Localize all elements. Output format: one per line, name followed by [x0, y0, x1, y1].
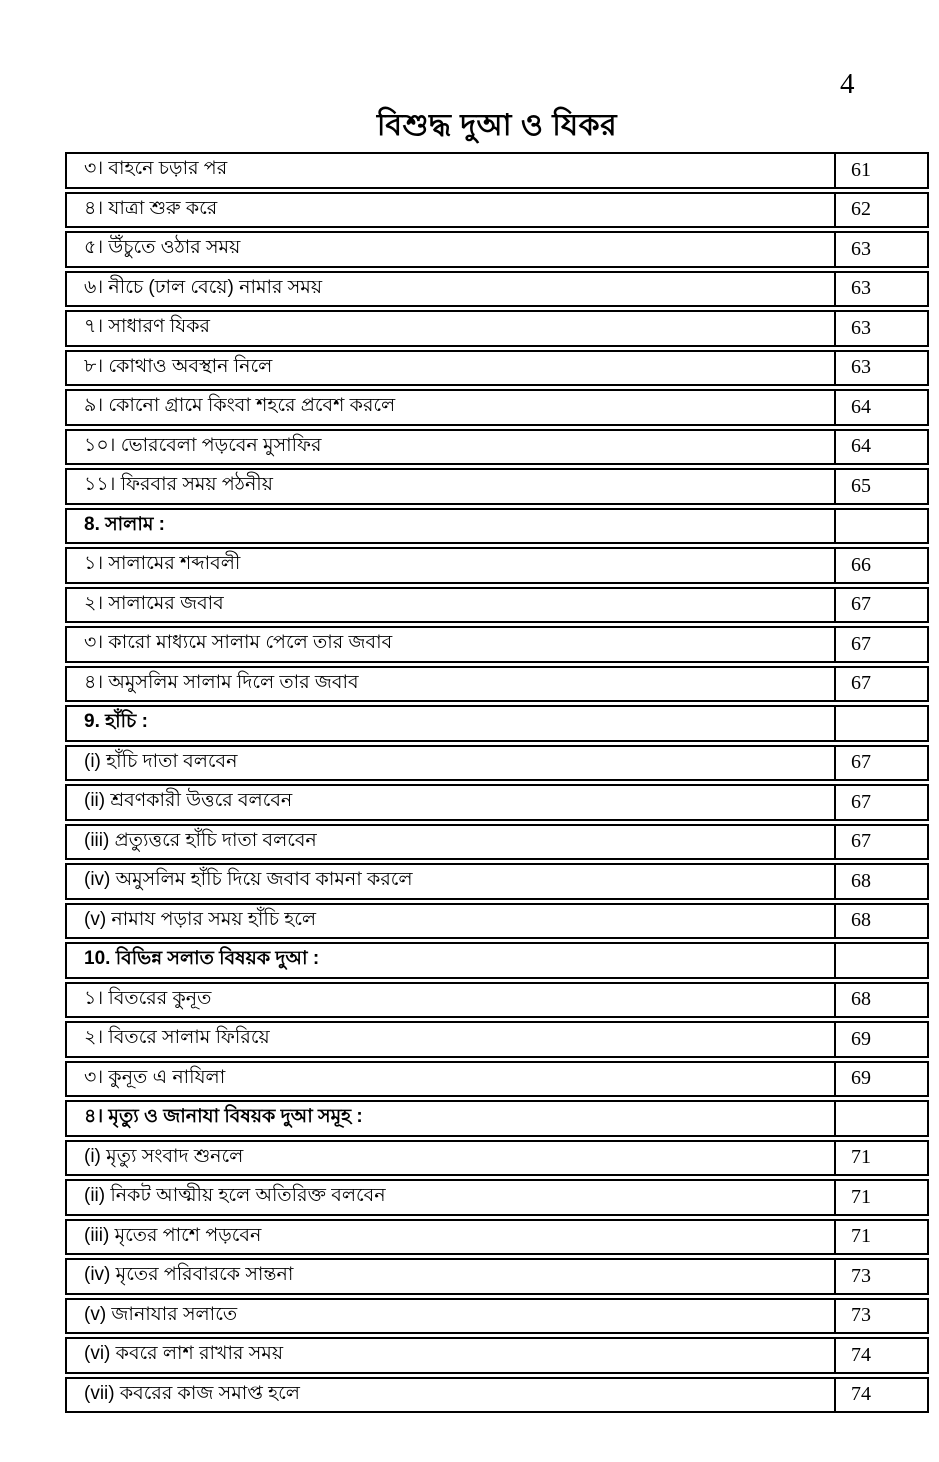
toc-row — [65, 903, 929, 940]
toc-entry-label: 9. হাঁচি : — [84, 711, 148, 733]
toc-row — [65, 310, 929, 347]
toc-entry-page: 71 — [834, 1221, 927, 1254]
toc-entry-label: ৪। যাত্রা শুরু করে — [84, 197, 218, 219]
toc-row — [65, 745, 929, 782]
toc-entry-page: 67 — [834, 786, 927, 819]
toc-entry-label: (v) নামায পড়ার সময় হাঁচি হলে — [84, 908, 317, 930]
toc-row — [65, 468, 929, 505]
toc-entry-page: 71 — [834, 1181, 927, 1214]
toc-entry-label: ৯। কোনো গ্রামে কিংবা শহরে প্রবেশ করলে — [84, 395, 396, 417]
toc-entry-label: (v) জানাযার সলাতে — [84, 1303, 238, 1325]
toc-row — [65, 863, 929, 900]
toc-entry-label: ১০। ভোরবেলা পড়বেন মুসাফির — [84, 434, 322, 456]
toc-entry-page: 73 — [834, 1300, 927, 1333]
toc-entry-label: ২। বিতরে সালাম ফিরিয়ে — [84, 1027, 270, 1049]
toc-entry-label: (iv) অমুসলিম হাঁচি দিয়ে জবাব কামনা করলে — [84, 869, 413, 891]
toc-entry-label: (i) হাঁচি দাতা বলবেন — [84, 750, 238, 772]
toc-row — [65, 1100, 929, 1137]
toc-entry-page: 69 — [834, 1023, 927, 1056]
toc-row — [65, 705, 929, 742]
toc-entry-page: 64 — [834, 391, 927, 424]
toc-row — [65, 982, 929, 1019]
toc-entry-label: ৩। কারো মাধ্যমে সালাম পেলে তার জবাব — [84, 632, 393, 654]
toc-row — [65, 231, 929, 268]
toc-entry-label: ১১। ফিরবার সময় পঠনীয় — [84, 474, 273, 496]
toc-entry-page — [834, 707, 927, 740]
toc-entry-page: 71 — [834, 1142, 927, 1175]
toc-entry-label: ৭। সাধারণ যিকর — [84, 316, 210, 338]
toc-row — [65, 784, 929, 821]
toc-row — [65, 271, 929, 308]
toc-entry-page — [834, 944, 927, 977]
toc-entry-page: 67 — [834, 747, 927, 780]
toc-entry-label: (i) মৃত্যু সংবাদ শুনলে — [84, 1145, 244, 1167]
toc-entry-page: 67 — [834, 628, 927, 661]
toc-entry-page — [834, 510, 927, 543]
toc-row — [65, 587, 929, 624]
toc-row — [65, 192, 929, 229]
toc-row — [65, 626, 929, 663]
toc-entry-label: ৩। কুনূত এ নাযিলা — [84, 1066, 226, 1088]
toc-entry-label: (ii) শ্রবণকারী উত্তরে বলবেন — [84, 790, 293, 812]
toc-entry-label: 8. সালাম : — [84, 513, 166, 535]
toc-row — [65, 1021, 929, 1058]
toc-entry-label: ৬। নীচে (ঢাল বেয়ে) নামার সময় — [84, 276, 323, 298]
toc-entry-label: ৪। মৃত্যু ও জানাযা বিষয়ক দুআ সমূহ : — [84, 1106, 363, 1128]
toc-row — [65, 429, 929, 466]
toc-row — [65, 824, 929, 861]
toc-entry-page: 73 — [834, 1260, 927, 1293]
toc-entry-page: 64 — [834, 431, 927, 464]
toc-entry-page: 63 — [834, 273, 927, 306]
toc-entry-page: 63 — [834, 233, 927, 266]
toc-entry-page: 67 — [834, 826, 927, 859]
toc-entry-label: 10. বিভিন্ন সলাত বিষয়ক দুআ : — [84, 948, 320, 970]
toc-row — [65, 1377, 929, 1414]
toc-entry-page: 69 — [834, 1063, 927, 1096]
toc-entry-label: (vi) কবরে লাশ রাখার সময় — [84, 1343, 284, 1365]
toc-entry-label: (ii) নিকট আত্মীয় হলে অতিরিক্ত বলবেন — [84, 1185, 386, 1207]
toc-row — [65, 1298, 929, 1335]
toc-row — [65, 508, 929, 545]
toc-row — [65, 1258, 929, 1295]
toc-entry-label: (iv) মৃতের পরিবারকে সান্তনা — [84, 1264, 294, 1286]
toc-entry-label: (vii) কবরের কাজ সমাপ্ত হলে — [84, 1382, 300, 1404]
toc-entry-label: ৮। কোথাও অবস্থান নিলে — [84, 355, 273, 377]
toc-entry-page: 61 — [834, 154, 927, 187]
toc-entry-page: 62 — [834, 194, 927, 227]
toc-entry-page: 68 — [834, 905, 927, 938]
toc-entry-label: (iii) মৃতের পাশে পড়বেন — [84, 1224, 262, 1246]
toc-row — [65, 152, 929, 189]
toc-entry-page: 66 — [834, 549, 927, 582]
toc-row — [65, 547, 929, 584]
toc-entry-page: 67 — [834, 589, 927, 622]
toc-entry-label: ৫। উঁচুতে ওঠার সময় — [84, 237, 241, 259]
toc-row — [65, 1179, 929, 1216]
page-number: 4 — [840, 68, 855, 100]
toc-entry-page: 63 — [834, 312, 927, 345]
toc-entry-label: ৩। বাহনে চড়ার পর — [84, 158, 228, 180]
page-title: বিশুদ্ধ দুআ ও যিকর — [376, 109, 618, 142]
toc-row — [65, 942, 929, 979]
toc-entry-page — [834, 1102, 927, 1135]
toc-entry-label: (iii) প্রত্যুত্তরে হাঁচি দাতা বলবেন — [84, 829, 317, 851]
toc-entry-label: ১। বিতরের কুনূত — [84, 987, 212, 1009]
toc-row — [65, 1337, 929, 1374]
toc-entry-page: 68 — [834, 865, 927, 898]
toc-entry-label: ৪। অমুসলিম সালাম দিলে তার জবাব — [84, 671, 359, 693]
toc-row — [65, 350, 929, 387]
toc-entry-label: ২। সালামের জবাব — [84, 592, 224, 614]
toc-entry-page: 74 — [834, 1339, 927, 1372]
toc-row — [65, 1140, 929, 1177]
toc-row — [65, 1061, 929, 1098]
toc-entry-page: 74 — [834, 1379, 927, 1412]
toc-entry-page: 65 — [834, 470, 927, 503]
toc-row — [65, 389, 929, 426]
toc-entry-page: 67 — [834, 668, 927, 701]
toc-table — [65, 152, 929, 1413]
toc-entry-label: ১। সালামের শব্দাবলী — [84, 553, 241, 575]
toc-row — [65, 1219, 929, 1256]
toc-row — [65, 666, 929, 703]
toc-entry-page: 63 — [834, 352, 927, 385]
toc-entry-page: 68 — [834, 984, 927, 1017]
